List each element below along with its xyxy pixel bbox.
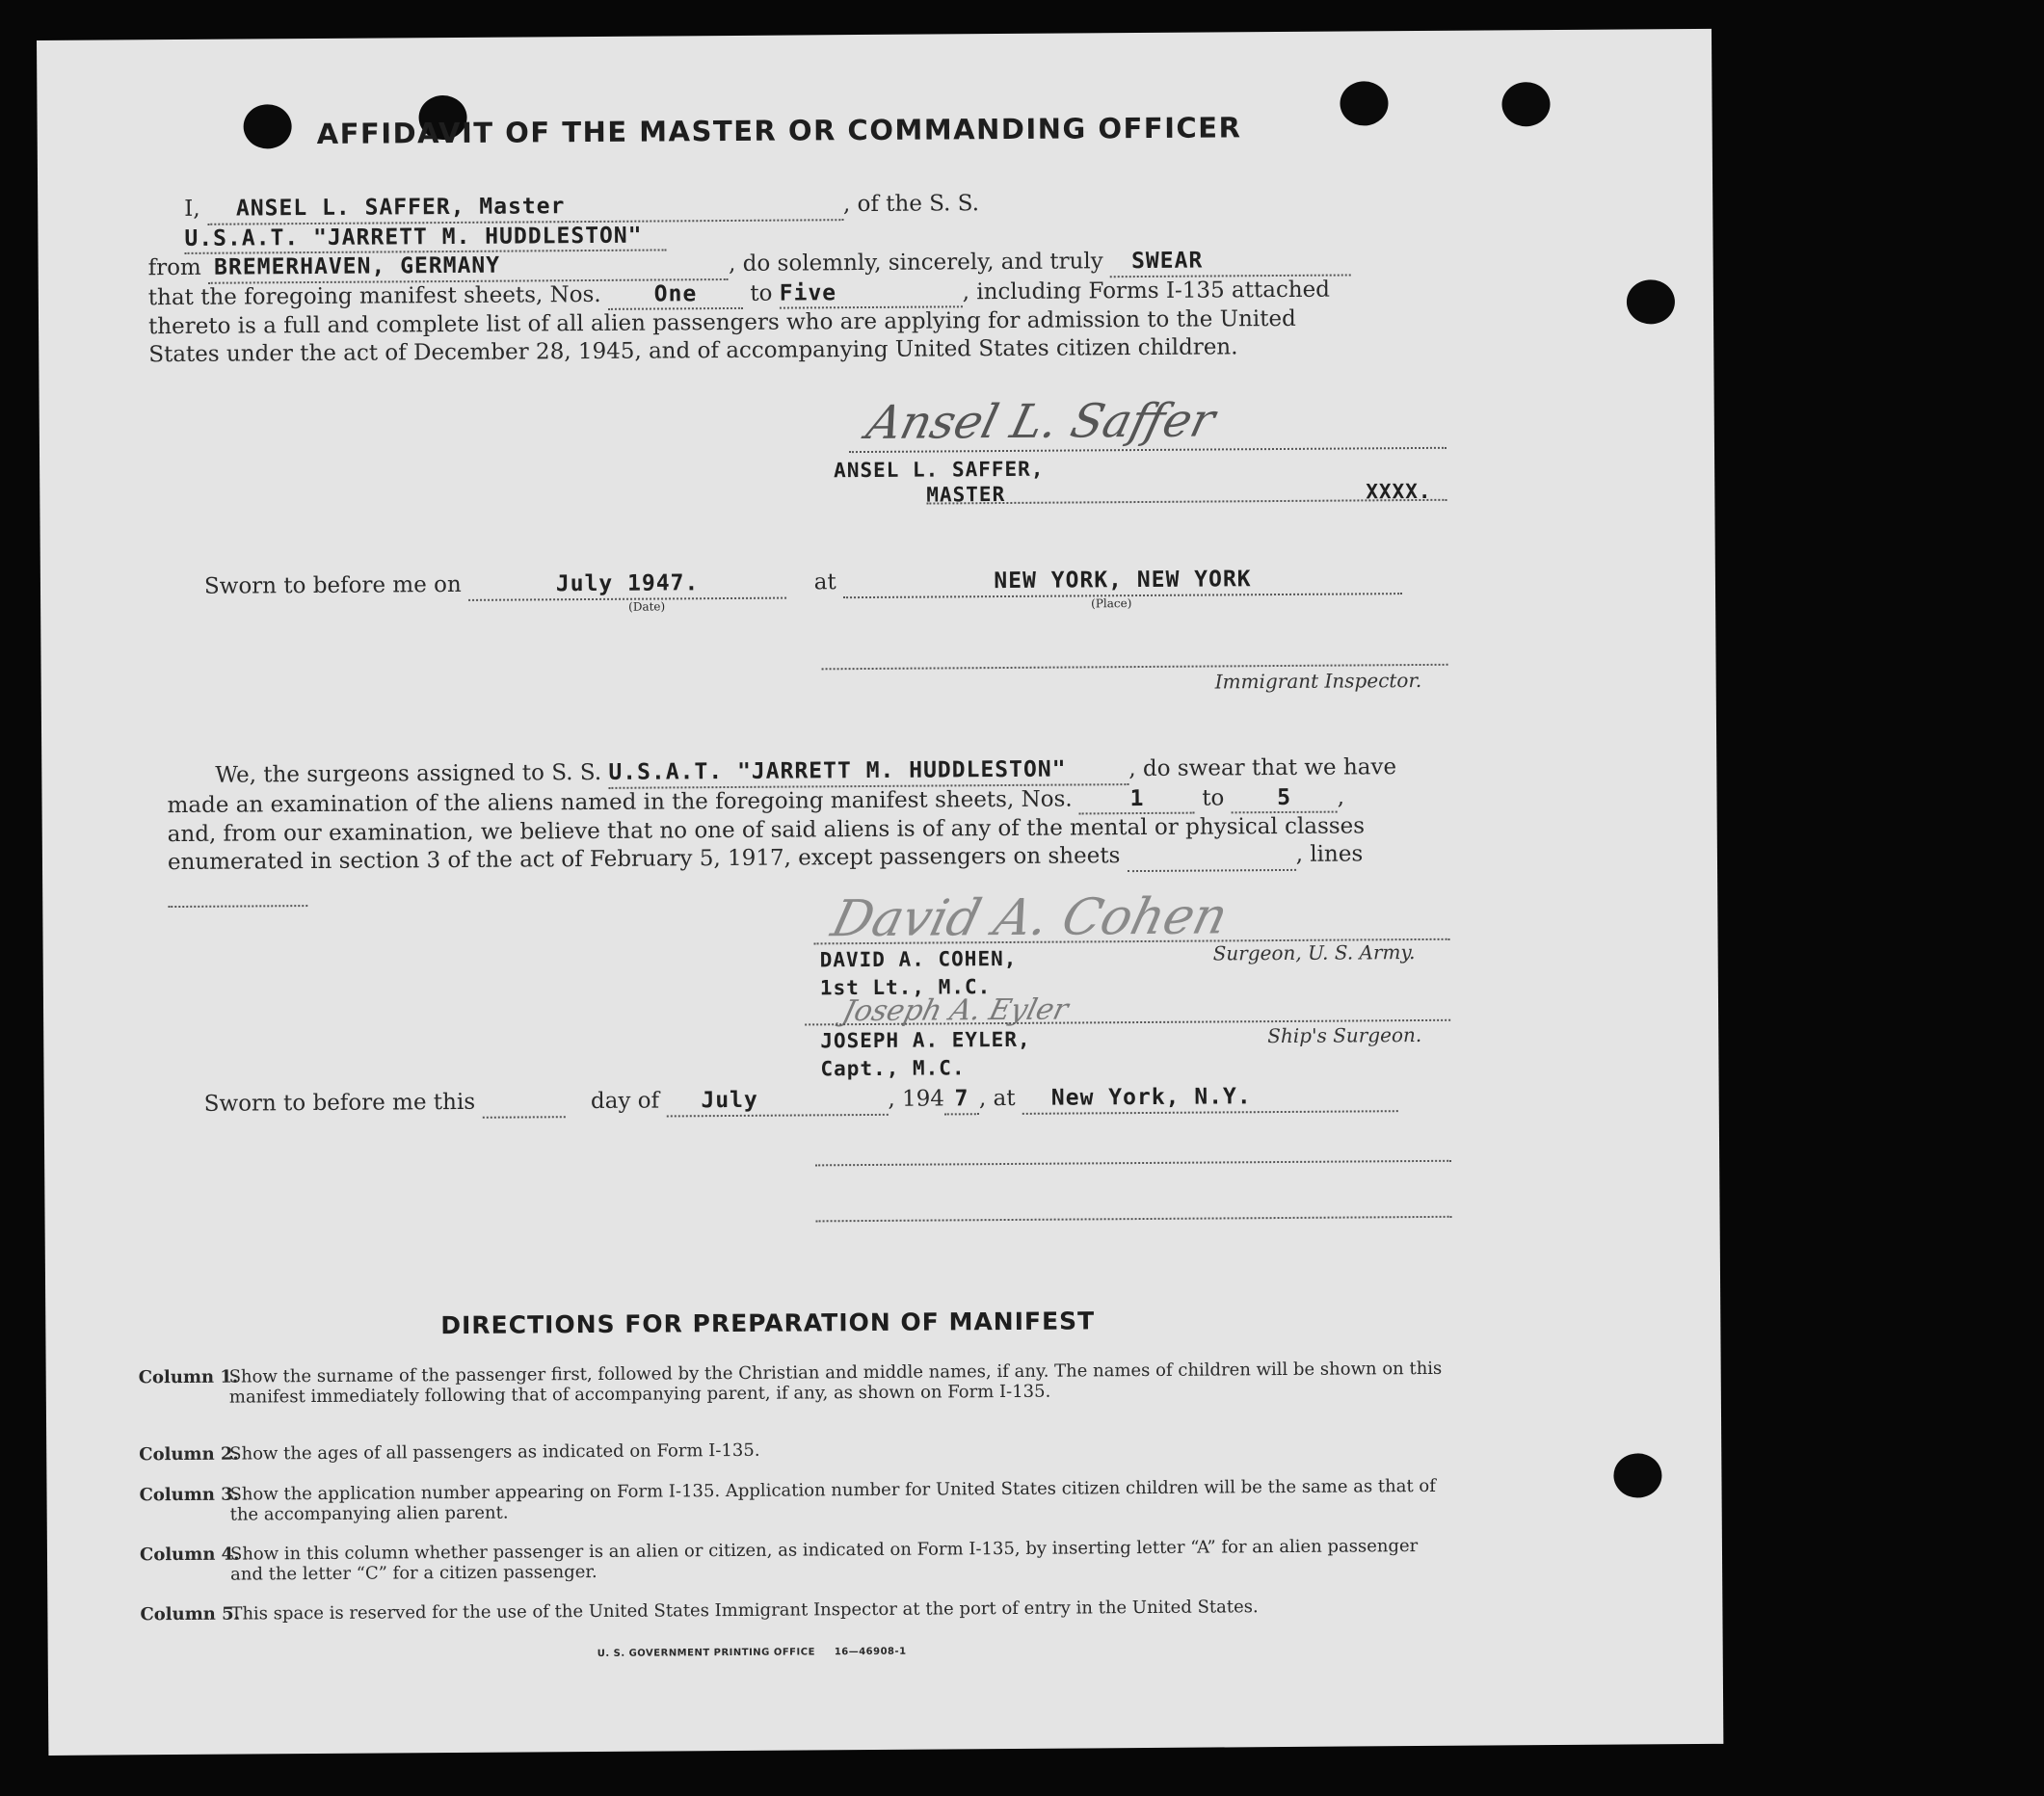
sworn-day-field	[482, 1089, 565, 1118]
master-title: MASTER	[926, 482, 1006, 507]
column-3-label: Column 3.	[139, 1484, 240, 1506]
to-label: to	[750, 280, 773, 306]
i-label: I,	[184, 196, 200, 222]
surgeons-line-3: and, from our examination, we believe that no one of said aliens is of any of the mental or physical classes	[167, 813, 1366, 848]
surgeons-sheet-to: 5	[1232, 784, 1338, 813]
surgeons-ship-field: U.S.A.T. "JARRETT M. HUDDLESTON"	[608, 756, 1128, 788]
of-ss-label: , of the S. S.	[842, 191, 980, 218]
ship-surgeon-role: Ship's Surgeon.	[1267, 1022, 1422, 1048]
sworn-master-place: NEW YORK, NEW YORK	[843, 566, 1402, 598]
affidavit-heading: AFFIDAVIT OF THE MASTER OR COMMANDING OFFICER	[316, 111, 1242, 150]
year-digit-field: 7	[944, 1086, 979, 1115]
ship-surgeon-signature: Joseph A. Eyler	[838, 992, 1072, 1029]
surgeons-we-label: We, the surgeons assigned to S. S.	[215, 759, 602, 788]
directions-heading: DIRECTIONS FOR PREPARATION OF MANIFEST	[440, 1307, 1096, 1340]
from-place-field: BREMERHAVEN, GERMANY	[208, 251, 729, 283]
date-caption: (Date)	[628, 599, 666, 614]
punch-hole	[1501, 82, 1550, 126]
ship-surgeon-rank: Capt., M.C.	[820, 1056, 966, 1081]
place-caption: (Place)	[1091, 596, 1132, 611]
army-surgeon-rank: 1st Lt., M.C.	[819, 975, 992, 1000]
master-typed-name: ANSEL L. SAFFER,	[834, 457, 1045, 483]
master-name-field: ANSEL L. SAFFER, Master	[207, 192, 843, 224]
sheet-from-field: One	[608, 281, 743, 311]
ship-surgeon-name: JOSEPH A. EYLER,	[820, 1027, 1031, 1053]
punch-hole	[1627, 279, 1675, 324]
except-sheets-field	[1128, 842, 1296, 872]
sworn-master-at-label: at	[813, 569, 836, 595]
column-5-text: This space is reserved for the use of the United States Immigrant Inspector at the port of entry in the United States.	[230, 1597, 1259, 1624]
column-4-text: Show in this column whether passenger is an alien or citizen, as indicated on Form I-135, by inserting letter “A” for an alien passenger and the letter “C” for a citizen passenger.	[229, 1536, 1419, 1585]
inspector-line-1	[815, 1160, 1451, 1167]
surgeons-to-label: to	[1202, 785, 1225, 811]
surgeons-sheet-from: 1	[1079, 785, 1195, 814]
surgeons-line4-label: enumerated in section 3 of the act of February 5, 1917, except passengers on sheets	[167, 843, 1121, 876]
punch-hole	[1613, 1453, 1661, 1497]
inspector-line-2	[816, 1216, 1452, 1223]
punch-hole	[1340, 81, 1388, 125]
affidavit-line-5: States under the act of December 28, 1945, and of accompanying United States citizen children.	[148, 334, 1238, 368]
inspector-role: Immigrant Inspector.	[1214, 668, 1422, 694]
printing-office-footer: U. S. GOVERNMENT PRINTING OFFICE 16—46908-1	[597, 1646, 907, 1659]
lines-label: , lines	[1295, 841, 1364, 868]
column-5-label: Column 5.	[140, 1603, 240, 1625]
master-signature: Ansel L. Saffer	[862, 393, 1221, 451]
affidavit-line-1	[147, 187, 1468, 255]
foregoing-label: that the foregoing manifest sheets, Nos.	[147, 281, 601, 310]
oath-field: SWEAR	[1110, 248, 1351, 277]
column-4-label: Column 4.	[139, 1544, 240, 1566]
year-prefix: , 194	[888, 1086, 945, 1112]
surgeons-paragraph	[167, 753, 1488, 909]
sworn-surgeons-line	[204, 1082, 1398, 1120]
affidavit-line-4: thereto is a full and complete list of all alien passengers who are applying for admission to the United	[147, 306, 1296, 340]
sheet-to-field: Five	[780, 279, 963, 309]
lines-field	[168, 879, 307, 909]
sworn-surgeons-label: Sworn to before me this	[203, 1089, 476, 1117]
affidavit-paragraph	[147, 187, 1469, 370]
solemnly-label: , do solemnly, sincerely, and truly	[729, 249, 1103, 277]
sworn-master-label: Sworn to before me on	[203, 571, 462, 599]
including-label: , including Forms I-135 attached	[962, 277, 1331, 305]
master-title-suffix: XXXX.	[1366, 479, 1432, 504]
sworn-month-field: July	[666, 1087, 888, 1117]
column-2-text: Show the ages of all passengers as indicated on Form I-135.	[229, 1439, 760, 1465]
surgeons-swear-label: , do swear that we have	[1128, 754, 1397, 782]
column-3-text: Show the application number appearing on Form I-135. Application number for United States citizen children will be the same as that of the accompanying alien parent.	[229, 1475, 1436, 1525]
sworn-master-line	[204, 565, 1402, 602]
punch-hole	[243, 104, 291, 148]
army-surgeon-signature: David A. Cohen	[826, 887, 1234, 949]
manifest-page	[37, 29, 1723, 1756]
column-1-label: Column 1.	[138, 1366, 239, 1388]
army-surgeon-role: Surgeon, U. S. Army.	[1212, 940, 1416, 965]
surgeons-comma: ,	[1337, 784, 1345, 810]
from-label: from	[147, 255, 201, 281]
sworn-surgeons-place: New York, N.Y.	[1022, 1083, 1398, 1114]
sworn-surgeons-at-label: , at	[978, 1085, 1016, 1112]
army-surgeon-name: DAVID A. COHEN,	[819, 946, 1018, 972]
column-2-label: Column 2.	[139, 1443, 239, 1466]
column-1-text: Show the surname of the passenger first, followed by the Christian and middle names, if any. The names of children will be shown on this manifest immediately following that of accompanying parent, if any, as shown on Form I-135.	[228, 1358, 1443, 1408]
sworn-master-date: July 1947.	[468, 570, 786, 601]
surgeons-line2-label: made an examination of the aliens named in the foregoing manifest sheets, Nos.	[167, 786, 1073, 818]
day-of-label: day of	[590, 1088, 660, 1115]
ship-name-field: U.S.A.T. "JARRETT M. HUDDLESTON"	[184, 223, 666, 254]
